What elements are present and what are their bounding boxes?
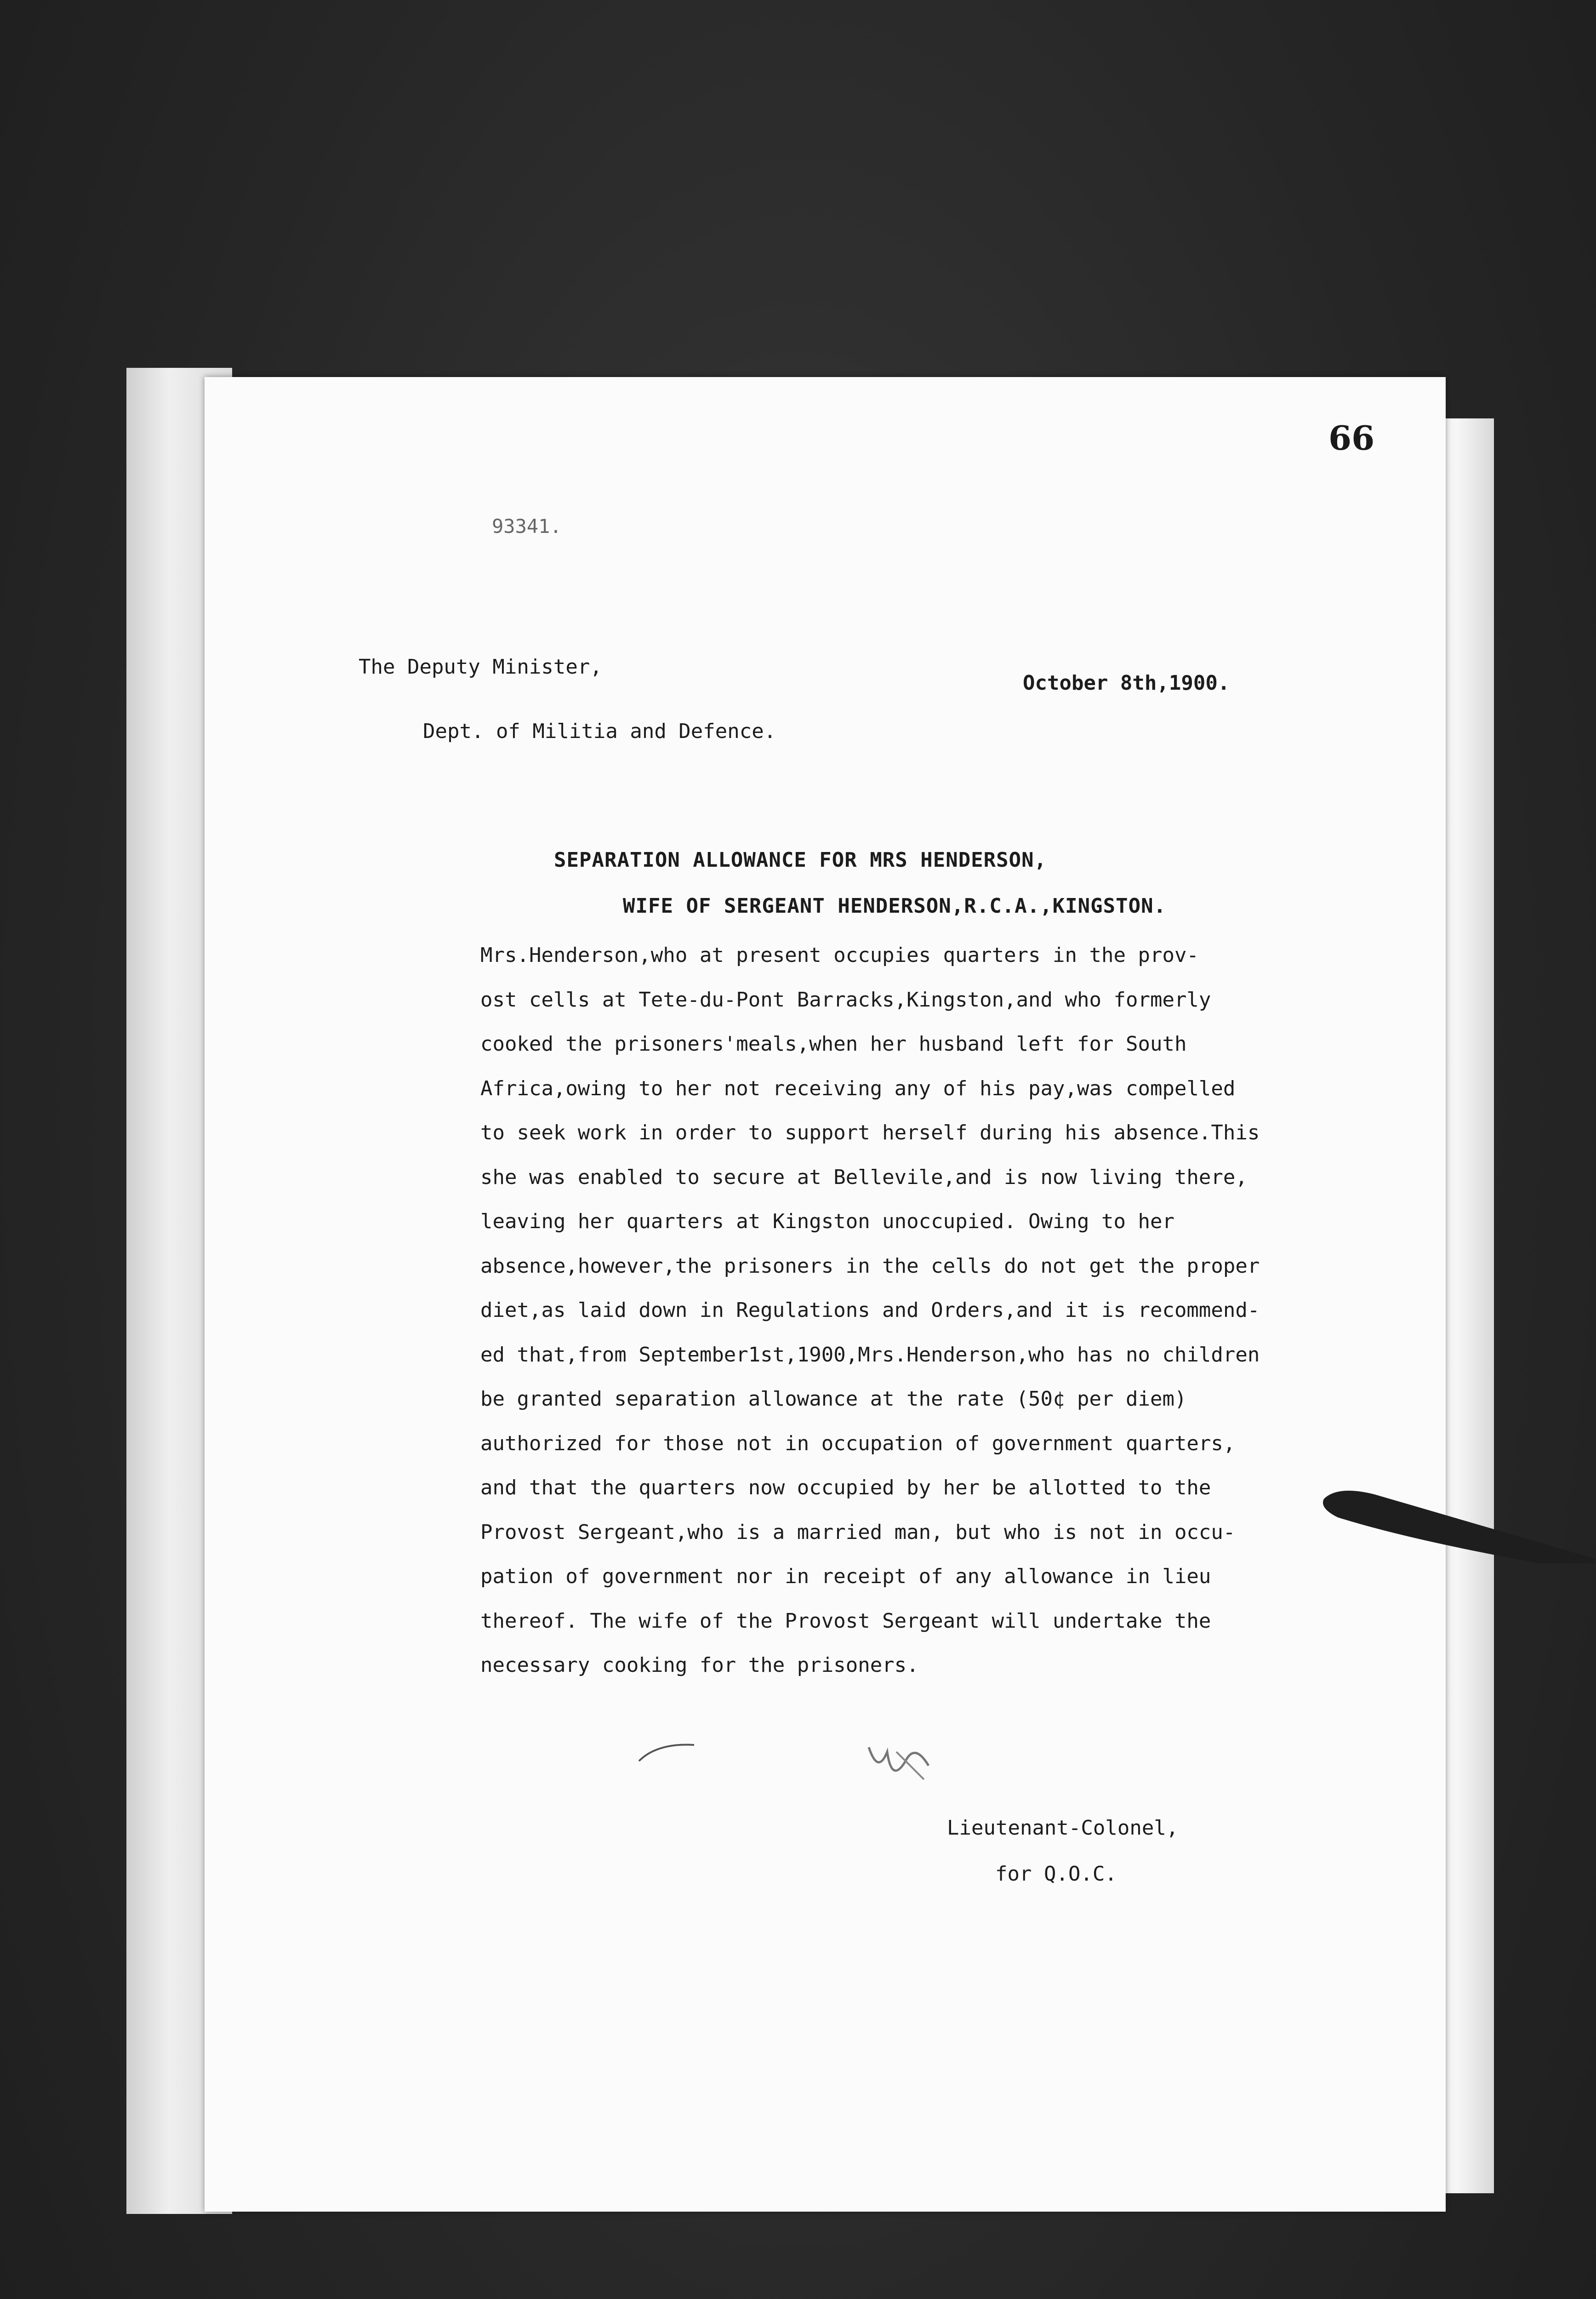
body-line: to seek work in order to support herself during his absence.This [480, 1121, 1260, 1144]
signature-for: for Q.O.C. [995, 1862, 1117, 1886]
body-line: be granted separation allowance at the rate (50¢ per diem) [480, 1387, 1187, 1411]
recipient-line-2: Dept. of Militia and Defence. [423, 720, 776, 743]
handwritten-signature [630, 1733, 952, 1812]
body-line: necessary cooking for the prisoners. [480, 1653, 919, 1677]
recipient-line-1: The Deputy Minister, [359, 655, 602, 679]
signature-title: Lieutenant-Colonel, [947, 1816, 1179, 1840]
letter-body [480, 933, 1377, 1688]
body-line: diet,as laid down in Regulations and Orders,and it is recommend- [480, 1298, 1260, 1322]
pen-shadow [1319, 1481, 1595, 1563]
body-line: she was enabled to secure at Bellevile,and is now living there, [480, 1165, 1248, 1189]
body-line: Mrs.Henderson,who at present occupies quarters in the prov- [480, 944, 1199, 967]
body-line: absence,however,the prisoners in the cells do not get the proper [480, 1254, 1260, 1278]
letter-date: October 8th,1900. [1023, 671, 1230, 695]
body-line: Provost Sergeant,who is a married man, but who is not in occu- [480, 1520, 1236, 1544]
body-line: authorized for those not in occupation of government quarters, [480, 1431, 1236, 1455]
file-number: 93341. [492, 515, 562, 538]
body-line: cooked the prisoners'meals,when her husband left for South [480, 1032, 1187, 1056]
page-number: 66 [1328, 418, 1375, 458]
body-line: and that the quarters now occupied by her be allotted to the [480, 1476, 1211, 1499]
body-line: pation of government nor in receipt of any allowance in lieu [480, 1565, 1211, 1588]
body-line: leaving her quarters at Kingston unoccupied. Owing to her [480, 1210, 1174, 1233]
body-line: ed that,from September1st,1900,Mrs.Henderson,who has no children [480, 1343, 1260, 1367]
body-line: thereof. The wife of the Provost Sergeant will undertake the [480, 1609, 1211, 1633]
letter-page [205, 377, 1446, 2212]
body-line: ost cells at Tete-du-Pont Barracks,Kingston,and who formerly [480, 988, 1211, 1012]
subject-line-1: SEPARATION ALLOWANCE FOR MRS HENDERSON, [554, 848, 1047, 872]
body-line: Africa,owing to her not receiving any of his pay,was compelled [480, 1076, 1236, 1100]
subject-line-2: WIFE OF SERGEANT HENDERSON,R.C.A.,KINGSTON. [623, 894, 1167, 918]
